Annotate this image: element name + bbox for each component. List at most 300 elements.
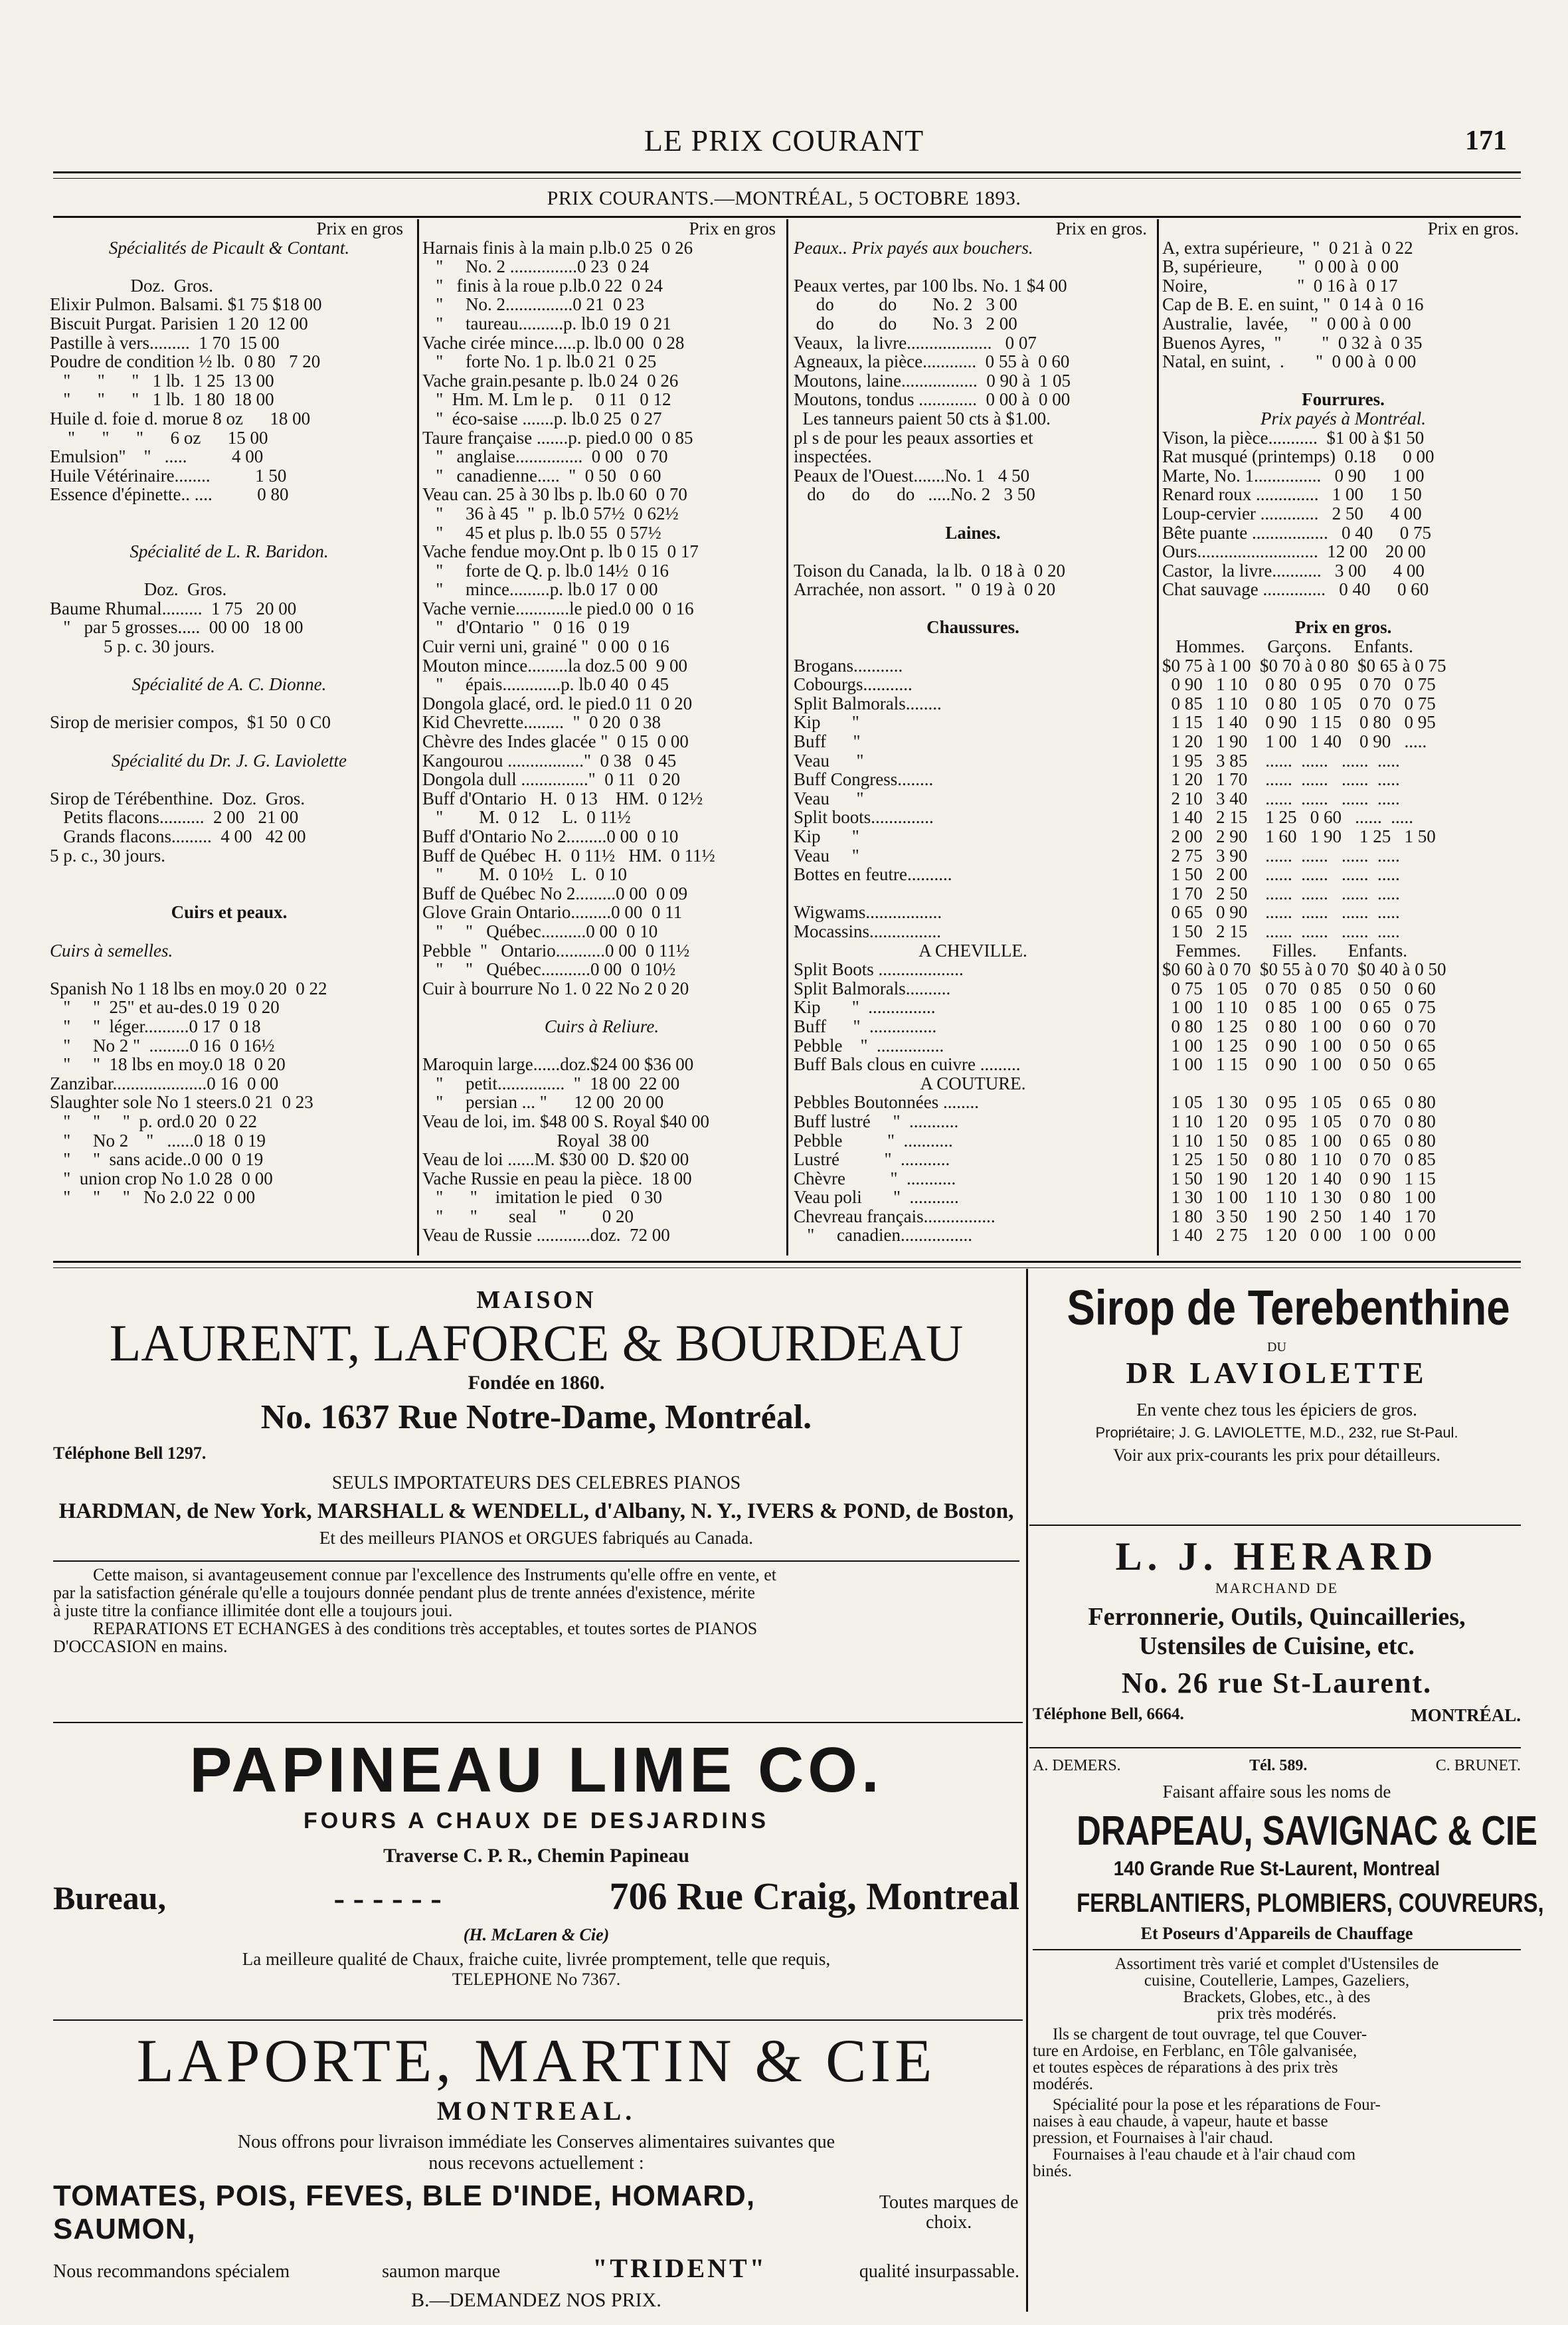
ad-sirop-du: DU	[1267, 1340, 1286, 1354]
price-line: " par 5 grosses..... 00 00 18 00	[50, 617, 304, 638]
price-line: Chaussures.	[926, 617, 1019, 638]
price-line: Castor, la livre........... 3 00 4 00	[1162, 560, 1425, 581]
price-line: " Hm. M. Lm le p. 0 11 0 12	[422, 389, 671, 410]
ad-drapeau-partners	[1033, 1757, 1521, 1775]
price-line: Kip " ...............	[794, 997, 936, 1018]
price-line: " " sans acide..0 00 0 19	[50, 1149, 264, 1170]
price-line: " finis à la roue p.lb.0 22 0 24	[422, 275, 663, 296]
ad-drapeau-line: Assortiment très varié et complet d'Ustensiles de	[1114, 1955, 1439, 1973]
ads-rule-thin	[53, 1267, 1521, 1268]
ad-sirop-title: Sirop de Terebenthine	[1067, 1280, 1510, 1335]
ad-drapeau-body	[1033, 1956, 1521, 2180]
price-line: 1 05 1 30 0 95 1 05 0 65 0 80	[1162, 1092, 1436, 1113]
price-line: Buff d'Ontario H. 0 13 HM. 0 12½	[422, 788, 703, 808]
price-line: Cuir à bourrure No 1. 0 22 No 2 0 20	[422, 978, 689, 998]
spacer	[50, 732, 408, 751]
price-line: Veau de loi, im. $48 00 S. Royal $40 00	[422, 1111, 709, 1131]
price-line: 2 10 3 40 ...... ...... ...... .....	[1162, 788, 1400, 808]
price-line: Loup-cervier ............. 2 50 4 00	[1162, 503, 1422, 523]
price-line: Spécialité du Dr. J. G. Laviolette	[112, 750, 347, 771]
price-line: " " Québec...........0 00 0 10½	[422, 959, 676, 980]
ad-herard-trade: MARCHAND DE	[1215, 1580, 1339, 1596]
ad-laporte-products-row	[53, 2180, 1019, 2246]
price-line: Poudre de condition ½ lb. 0 80 7 20	[50, 351, 321, 372]
ad-laporte-products: TOMATES, POIS, FEVES, BLE D'INDE, HOMARD, SAUMON,	[53, 2180, 756, 2245]
price-line: Spécialités de Picault & Contant.	[108, 237, 350, 258]
price-line: 1 10 1 50 0 85 1 00 0 65 0 80	[1162, 1130, 1436, 1151]
ad-laporte-recommend-row	[53, 2253, 1019, 2284]
price-line: " " " p. ord.0 20 0 22	[50, 1111, 258, 1131]
price-line: 1 10 1 20 0 95 1 05 0 70 0 80	[1162, 1111, 1436, 1131]
price-line: " 45 et plus p. lb.0 55 0 57½	[422, 522, 661, 543]
header-rule-thin	[53, 178, 1521, 179]
price-line: Grands flacons......... 4 00 42 00	[50, 826, 306, 846]
ad-laurent-address: No. 1637 Rue Notre-Dame, Montréal.	[260, 1398, 812, 1436]
ad-laporte-recommend-1: Nous recommandons spécialem	[53, 2261, 290, 2282]
ad-drapeau-line: Spécialité pour la pose et les réparations de Four-	[1053, 2096, 1381, 2114]
price-line: Doz. Gros.	[50, 579, 227, 600]
price-line: Pebble " ...........	[794, 1130, 953, 1151]
ad-herard-goods-1: Ferronnerie, Outils, Quincailleries,	[1088, 1603, 1466, 1631]
price-line: Huile d. foie d. morue 8 oz 18 00	[50, 408, 311, 428]
price-line: Chèvre des Indes glacée " 0 15 0 00	[422, 731, 689, 752]
price-line: Pebbles Boutonnées ........	[794, 1092, 979, 1113]
ad-separator	[1029, 1747, 1521, 1748]
price-line: Vache cirée mince.....p. lb.0 00 0 28	[422, 332, 685, 353]
price-line: do do No. 3 2 00	[794, 313, 1017, 333]
spacer	[1162, 599, 1524, 618]
price-line: Veau "	[794, 788, 864, 808]
ad-laporte-martin	[53, 2026, 1019, 2318]
ad-papineau-bureau: Bureau,	[53, 1879, 166, 1916]
spacer	[794, 884, 1152, 903]
price-line: " forte de Q. p. lb.0 14½ 0 16	[422, 560, 669, 581]
ad-separator	[53, 2019, 1023, 2021]
ad-laporte-recommend-3: qualité insurpassable.	[859, 2261, 1019, 2282]
spacer	[794, 637, 1152, 656]
ad-papineau-dashes: - - - - - -	[333, 1879, 442, 1916]
price-line: Cuirs à semelles.	[50, 940, 173, 961]
price-line: Moutons, tondus ............. 0 00 à 0 00	[794, 389, 1071, 410]
price-line: " No. 2...............0 21 0 23	[422, 294, 645, 315]
price-line: $0 60 à 0 70 $0 55 à 0 70 $0 40 à 0 50	[1162, 959, 1446, 980]
ad-maison: MAISON	[476, 1286, 596, 1314]
price-line: Veau de loi ......M. $30 00 D. $20 00	[422, 1149, 689, 1170]
ad-drapeau-savignac	[1033, 1757, 1544, 2318]
price-line: Buff " ...............	[794, 1016, 937, 1036]
ad-drapeau-line: Ils se chargent de tout ouvrage, tel que Couver-	[1053, 2025, 1367, 2043]
column-divider	[1157, 219, 1159, 1256]
price-line: Slaughter sole No 1 steers.0 21 0 23	[50, 1092, 313, 1113]
price-line: Arrachée, non assort. " 0 19 à 0 20	[794, 579, 1056, 600]
price-line: " canadien................	[794, 1225, 972, 1246]
price-column-4	[1162, 219, 1524, 1256]
column-heading: Prix en gros	[316, 219, 403, 238]
price-line: Kip "	[794, 826, 859, 846]
price-line: Veaux, la livre................... 0 07	[794, 332, 1037, 353]
ad-laurent-body-3: à juste titre la confiance illimitée dont elle a toujours joui.	[53, 1601, 453, 1620]
ad-laporte-prices: B.—DEMANDEZ NOS PRIX.	[411, 2289, 661, 2311]
price-line: Buff "	[794, 731, 861, 752]
price-line: Prix payés à Montréal.	[1261, 408, 1426, 428]
price-line: 1 80 3 50 1 90 2 50 1 40 1 70	[1162, 1206, 1436, 1226]
price-line: Kangourou ................." 0 38 0 45	[422, 750, 677, 771]
ad-separator	[53, 1722, 1023, 1723]
price-line: 1 50 2 00 ...... ...... ...... .....	[1162, 864, 1400, 885]
price-line: Spécialité de A. C. Dionne.	[131, 674, 327, 695]
price-line: Buenos Ayres, " " 0 32 à 0 35	[1162, 332, 1423, 353]
spacer	[794, 542, 1152, 561]
ad-drapeau-line: Brackets, Globes, etc., à des	[1183, 1988, 1371, 2006]
price-line: " " imitation le pied 0 30	[422, 1187, 663, 1208]
column-divider	[786, 219, 788, 1256]
price-line: pl s de pour les peaux assorties et	[794, 427, 1033, 448]
price-line: Wigwams.................	[794, 902, 942, 923]
ad-drapeau-partner-1: A. DEMERS.	[1033, 1757, 1121, 1774]
price-line: " " " 6 oz 15 00	[50, 427, 268, 448]
price-line: Harnais finis à la main p.lb.0 25 0 26	[422, 237, 693, 258]
price-line: Veau poli " ...........	[794, 1187, 959, 1208]
price-line: A COUTURE.	[920, 1073, 1026, 1093]
price-line: " épais.............p. lb.0 40 0 45	[422, 674, 669, 695]
price-line: 0 65 0 90 ...... ...... ...... .....	[1162, 902, 1400, 923]
price-line: Toison du Canada, la lb. 0 18 à 0 20	[794, 560, 1066, 581]
price-line: Taure française .......p. pied.0 00 0 85	[422, 427, 693, 448]
price-line: Mocassins................	[794, 921, 941, 941]
spacer	[50, 884, 408, 903]
ad-separator	[1033, 1949, 1521, 1950]
spacer	[50, 694, 408, 713]
price-line: Pebble " ...............	[794, 1035, 944, 1056]
price-line: Pastille à vers......... 1 70 15 00	[50, 332, 280, 353]
price-line: " No. 2 ...............0 23 0 24	[422, 256, 650, 277]
price-line: " canadienne..... " 0 50 0 60	[422, 465, 661, 486]
price-line: Veau de Russie ............doz. 72 00	[422, 1225, 670, 1246]
price-line: Kip "	[794, 712, 859, 733]
price-line: Split boots..............	[794, 807, 934, 828]
ad-herard-footer	[1033, 1705, 1521, 1726]
price-line: " No 2 " .........0 16 0 16½	[50, 1035, 275, 1056]
price-line: 0 90 1 10 0 80 0 95 0 70 0 75	[1162, 674, 1436, 695]
ad-drapeau-line: et toutes espèces de réparations à des prix très	[1033, 2059, 1338, 2077]
ad-drapeau-partner-2: C. BRUNET.	[1435, 1757, 1521, 1774]
price-line: " M. 0 12 L. 0 11½	[422, 807, 631, 828]
price-line: Bête puante ................. 0 40 0 75	[1162, 522, 1431, 543]
page-number: 171	[1465, 126, 1507, 156]
price-line: Emulsion" " ..... 4 00	[50, 446, 264, 467]
ad-herard-goods-2: Ustensiles de Cuisine, etc.	[1139, 1632, 1415, 1660]
price-line: 1 30 1 00 1 10 1 30 0 80 1 00	[1162, 1187, 1436, 1208]
ad-laurent-body-1: Cette maison, si avantageusement connue par l'excellence des Instruments qu'elle offre en vente, et	[93, 1565, 777, 1584]
price-line: Chevreau français................	[794, 1206, 996, 1226]
price-line: 1 95 3 85 ...... ...... ...... .....	[1162, 750, 1400, 771]
price-line: " taureau..........p. lb.0 19 0 21	[422, 313, 671, 333]
price-line: A CHEVILLE.	[918, 940, 1027, 961]
price-line: Vison, la pièce........... $1 00 à $1 50	[1162, 427, 1425, 448]
price-line: 2 75 3 90 ...... ...... ...... .....	[1162, 845, 1400, 866]
spacer	[794, 599, 1152, 618]
ad-laporte-offer-1: Nous offrons pour livraison immédiate les Conserves alimentaires suivantes que	[237, 2132, 835, 2152]
ad-drapeau-line: pression, et Fournaises à l'air chaud.	[1033, 2129, 1274, 2147]
column-heading: Prix en gros.	[1055, 219, 1147, 238]
price-line: Pebble " Ontario...........0 00 0 11½	[422, 940, 690, 961]
price-line: 2 00 2 90 1 60 1 90 1 25 1 50	[1162, 826, 1436, 846]
price-line: Marte, No. 1............... 0 90 1 00	[1162, 465, 1425, 486]
price-line: " " " 1 lb. 1 25 13 00	[50, 370, 274, 391]
spacer	[50, 523, 408, 543]
price-line: Petits flacons.......... 2 00 21 00	[50, 807, 299, 828]
price-line: Buff de Québec No 2.........0 00 0 09	[422, 883, 688, 903]
price-line: 0 80 1 25 0 80 1 00 0 60 0 70	[1162, 1016, 1436, 1036]
price-line: " " 18 lbs en moy.0 18 0 20	[50, 1054, 286, 1075]
ad-laporte-brand: "TRIDENT"	[592, 2253, 767, 2283]
price-line: B, supérieure, " 0 00 à 0 00	[1162, 256, 1399, 277]
column-heading: Prix en gros.	[1427, 219, 1519, 238]
price-line: Vache Russie en peau la pièce. 18 00	[422, 1168, 692, 1188]
price-list-heading: PRIX COURANTS.—MONTRÉAL, 5 OCTOBRE 1893.	[547, 187, 1021, 209]
spacer	[50, 504, 408, 523]
price-line: " petit............... " 18 00 22 00	[422, 1073, 680, 1093]
price-line: Split Boots ...................	[794, 959, 964, 980]
ad-laporte-recommend-2: saumon marque	[382, 2261, 501, 2282]
price-line: inspectées.	[794, 446, 872, 467]
ad-laporte-city: MONTREAL.	[436, 2096, 636, 2126]
ad-sirop-sale: En vente chez tous les épiciers de gros.	[1136, 1400, 1417, 1420]
price-line: 1 40 2 15 1 25 0 60 ...... .....	[1162, 807, 1413, 828]
price-line: Biscuit Purgat. Parisien 1 20 12 00	[50, 313, 308, 333]
ad-laurent-also: Et des meilleurs PIANOS et ORGUES fabriqués au Canada.	[319, 1528, 754, 1548]
ad-drapeau-business: Faisant affaire sous les noms de	[1162, 1782, 1391, 1802]
price-line: Dongola glacé, ord. le pied.0 11 0 20	[422, 693, 693, 713]
price-line: Glove Grain Ontario.........0 00 0 11	[422, 902, 683, 923]
ad-herard-name: L. J. HERARD	[1115, 1534, 1438, 1578]
price-line: Cuirs et peaux.	[171, 902, 288, 923]
ad-laurent-body-4: REPARATIONS ET ECHANGES à des conditions très acceptables, et toutes sortes de PIANOS	[93, 1619, 758, 1638]
ad-laurent-phone: Téléphone Bell 1297.	[53, 1443, 207, 1463]
price-line: Vache fendue moy.Ont p. lb 0 15 0 17	[422, 541, 699, 562]
price-line: " persian ... " 12 00 20 00	[422, 1092, 664, 1113]
ad-drapeau-line: binés.	[1033, 2162, 1073, 2180]
price-line: Elixir Pulmon. Balsami. $1 75 $18 00	[50, 294, 322, 315]
price-line: " éco-saise .......p. lb.0 25 0 27	[422, 408, 662, 428]
price-line: Natal, en suint, . " 0 00 à 0 00	[1162, 351, 1417, 372]
ad-laurent-importers: SEULS IMPORTATEURS DES CELEBRES PIANOS	[331, 1473, 741, 1493]
price-line: 0 85 1 10 0 80 1 05 0 70 0 75	[1162, 693, 1436, 713]
price-line: Doz. Gros.	[50, 275, 213, 296]
ad-sirop-terebenthine	[1033, 1279, 1521, 1525]
ad-separator	[53, 1560, 1019, 1562]
spacer	[794, 504, 1152, 523]
price-line: Hommes. Garçons. Enfants.	[1162, 636, 1413, 657]
price-line: 1 70 2 50 ...... ...... ...... .....	[1162, 883, 1400, 903]
ad-papineau-name: PAPINEAU LIME CO.	[189, 1734, 883, 1806]
ad-drapeau-line: prix très modérés.	[1217, 2005, 1337, 2023]
price-line: Mouton mince.........la doz.5 00 9 00	[422, 655, 687, 676]
price-line: " d'Ontario " 0 16 0 19	[422, 617, 630, 638]
price-line: Prix en gros.	[1294, 617, 1392, 638]
ad-laporte-name: LAPORTE, MARTIN & CIE	[136, 2027, 936, 2094]
price-line: 1 15 1 40 0 90 1 15 0 80 0 95	[1162, 712, 1436, 733]
price-line: Bottes en feutre..........	[794, 864, 952, 885]
price-line: Rat musqué (printemps) 0.18 0 00	[1162, 446, 1435, 467]
price-line: 1 00 1 15 0 90 1 00 0 50 0 65	[1162, 1054, 1436, 1075]
price-line: Veau "	[794, 845, 859, 866]
ad-drapeau-line: cuisine, Coutellerie, Lampes, Gazeliers,	[1144, 1972, 1410, 1990]
price-line: Brogans...........	[794, 655, 903, 676]
ad-laurent-body-2: par la satisfaction générale qu'elle a toujours donnée pendant plus de trente années d'existence, mérite	[53, 1583, 755, 1602]
price-line: 1 50 2 15 ...... ...... ...... .....	[1162, 921, 1400, 941]
price-line: 5 p. c., 30 jours.	[50, 845, 165, 866]
spacer	[50, 960, 408, 979]
ad-papineau-address: 706 Rue Craig, Montreal	[609, 1875, 1019, 1918]
price-line: 1 25 1 50 0 80 1 10 0 70 0 85	[1162, 1149, 1436, 1170]
price-line: Sirop de Térébenthine. Doz. Gros.	[50, 788, 305, 808]
header-rule	[53, 171, 1521, 173]
price-line: $0 75 à 1 00 $0 70 à 0 80 $0 65 à 0 75	[1162, 655, 1446, 676]
price-line: " mince.........p. lb.0 17 0 00	[422, 579, 658, 600]
ad-drapeau-line: ture en Ardoise, en Ferblanc, en Tôle galvanisée,	[1033, 2042, 1357, 2060]
price-line: Veau "	[794, 750, 864, 771]
spacer	[50, 770, 408, 789]
price-line: " " léger..........0 17 0 18	[50, 1016, 261, 1036]
price-line: " M. 0 10½ L. 0 10	[422, 864, 628, 885]
price-line: Femmes. Filles. Enfants.	[1162, 940, 1407, 961]
price-line: " " Québec..........0 00 0 10	[422, 921, 658, 941]
price-line: 1 00 1 10 0 85 1 00 0 65 0 75	[1162, 997, 1436, 1018]
price-column-1	[50, 219, 408, 1256]
price-line: do do do .....No. 2 3 50	[794, 484, 1035, 505]
price-line: Les tanneurs paient 50 cts à $1.00.	[794, 408, 1051, 428]
price-line: Fourrures.	[1302, 389, 1385, 410]
price-line: Ours........................... 12 00 20 00	[1162, 541, 1426, 562]
price-line: " " " No 2.0 22 0 00	[50, 1187, 256, 1208]
price-line: Chat sauvage .............. 0 40 0 60	[1162, 579, 1429, 600]
price-line: Huile Vétérinaire........ 1 50	[50, 465, 287, 486]
ads-rule	[53, 1261, 1521, 1263]
price-line: Agneaux, la pièce............ 0 55 à 0 60	[794, 351, 1070, 372]
ad-drapeau-posers: Et Poseurs d'Appareils de Chauffage	[1140, 1924, 1413, 1943]
price-line: 1 20 1 90 1 00 1 40 0 90 .....	[1162, 731, 1427, 752]
ad-laurent-brands: HARDMAN, de New York, MARSHALL & WENDELL, d'Albany, N. Y., IVERS & POND, de Boston,	[58, 1499, 1014, 1523]
column-heading: Prix en gros	[689, 219, 776, 238]
price-line: Peaux de l'Ouest.......No. 1 4 50	[794, 465, 1030, 486]
ad-laurent-name: LAURENT, LAFORCE & BOURDEAU	[109, 1314, 964, 1372]
ad-laurent-body-5: D'OCCASION en mains.	[53, 1637, 228, 1656]
price-line: Buff Bals clous en cuivre .........	[794, 1054, 1021, 1075]
ad-papineau-lime	[53, 1734, 1019, 2053]
ad-drapeau-trades: FERBLANTIERS, PLOMBIERS, COUVREURS,	[1077, 1889, 1544, 1918]
ad-papineau-address-row	[53, 1874, 1019, 1918]
price-line: A, extra supérieure, " 0 21 à 0 22	[1162, 237, 1413, 258]
price-line: Chèvre " ...........	[794, 1168, 956, 1188]
ad-drapeau-line: naises à eau chaude, à vapeur, haute et basse	[1033, 2112, 1328, 2130]
price-line: Spécialité de L. R. Baridon.	[130, 541, 329, 562]
price-line: Vache grain.pesante p. lb.0 24 0 26	[422, 370, 679, 391]
price-column-2	[422, 219, 781, 1256]
spacer	[1162, 1074, 1524, 1093]
price-column-3	[794, 219, 1152, 1256]
price-line: 5 p. c. 30 jours.	[50, 636, 215, 657]
price-line: Australie, lavée, " 0 00 à 0 00	[1162, 313, 1411, 333]
spacer	[50, 257, 408, 276]
price-line: 1 20 1 70 ...... ...... ...... .....	[1162, 769, 1400, 790]
ad-drapeau-tel: Tél. 589.	[1249, 1757, 1308, 1774]
ad-separator	[1029, 1525, 1521, 1526]
ad-sirop-owner: Propriétaire; J. G. LAVIOLETTE, M.D., 232, rue St-Paul.	[1095, 1424, 1458, 1441]
price-line: " " 25" et au-des.0 19 0 20	[50, 997, 280, 1018]
spacer	[422, 998, 781, 1017]
spacer	[50, 656, 408, 676]
ad-papineau-traverse: Traverse C. P. R., Chemin Papineau	[383, 1845, 689, 1867]
spacer	[50, 561, 408, 581]
ad-papineau-owner: (H. McLaren & Cie)	[463, 1925, 610, 1944]
price-line: Baume Rhumal......... 1 75 20 00	[50, 598, 297, 618]
ad-herard	[1033, 1533, 1521, 1752]
price-line: Cobourgs...........	[794, 674, 913, 695]
spacer	[1162, 371, 1524, 391]
price-line: Veau can. 25 à 30 lbs p. lb.0 60 0 70	[422, 484, 687, 505]
spacer	[50, 922, 408, 941]
ad-herard-phone: Téléphone Bell, 6664.	[1033, 1705, 1184, 1723]
price-line: Lustré " ...........	[794, 1149, 950, 1170]
price-line: Buff Congress........	[794, 769, 934, 790]
ad-drapeau-address: 140 Grande Rue St-Laurent, Montreal	[1113, 1857, 1440, 1880]
column-divider	[417, 219, 419, 1256]
ad-drapeau-line: Fournaises à l'eau chaude et à l'air chaud com	[1053, 2146, 1356, 2164]
ad-papineau-quality: La meilleure qualité de Chaux, fraiche cuite, livrée promptement, telle que requis,	[242, 1949, 831, 1969]
price-line: Split Balmorals..........	[794, 978, 951, 998]
page-title: LE PRIX COURANT	[644, 124, 924, 157]
price-line: Buff lustré " ...........	[794, 1111, 959, 1131]
price-line: Cuirs à Reliure.	[544, 1016, 659, 1036]
price-line: do do No. 2 3 00	[794, 294, 1017, 315]
price-line: Peaux.. Prix payés aux bouchers.	[794, 237, 1033, 258]
price-line: " 36 à 45 " p. lb.0 57½ 0 62½	[422, 503, 679, 523]
price-line: Moutons, laine................. 0 90 à 1 05	[794, 370, 1071, 391]
price-line: Buff de Québec H. 0 11½ HM. 0 11½	[422, 845, 715, 866]
price-line: Laines.	[945, 522, 1001, 543]
price-line: Zanzibar.....................0 16 0 00	[50, 1073, 279, 1093]
price-line: Noire, " 0 16 à 0 17	[1162, 275, 1398, 296]
ad-laporte-choice: Toutes marques de choix.	[879, 2192, 1019, 2233]
ad-sirop-doctor: DR LAVIOLETTE	[1126, 1356, 1428, 1390]
price-line: Kid Chevrette......... " 0 20 0 38	[422, 712, 661, 733]
ad-papineau-sub: FOURS A CHAUX DE DESJARDINS	[303, 1808, 770, 1833]
ad-drapeau-name: DRAPEAU, SAVIGNAC & CIE	[1077, 1808, 1538, 1854]
price-line: " " " 1 lb. 1 80 18 00	[50, 389, 274, 410]
subheader-rule	[53, 216, 1521, 218]
ad-herard-address: No. 26 rue St-Laurent.	[1121, 1667, 1433, 1699]
price-line: " forte No. 1 p. lb.0 21 0 25	[422, 351, 657, 372]
ad-laurent-founded: Fondée en 1860.	[468, 1372, 605, 1394]
price-line: 1 50 1 90 1 20 1 40 0 90 1 15	[1162, 1168, 1436, 1188]
price-line: Cap de B. E. en suint, " 0 14 à 0 16	[1162, 294, 1424, 315]
price-line: Cuir verni uni, grainé " 0 00 0 16	[422, 636, 669, 657]
ad-papineau-telephone: TELEPHONE No 7367.	[452, 1970, 621, 1989]
price-line: 1 00 1 25 0 90 1 00 0 50 0 65	[1162, 1035, 1436, 1056]
price-line: " " seal " 0 20	[422, 1206, 634, 1226]
price-line: Vache vernie............le pied.0 00 0 16	[422, 598, 694, 618]
price-line: Buff d'Ontario No 2.........0 00 0 10	[422, 826, 679, 846]
ad-laurent-laforce-bourdeau	[53, 1285, 1019, 1656]
spacer	[422, 1036, 781, 1056]
ad-sirop-see: Voir aux prix-courants les prix pour détailleurs.	[1113, 1445, 1440, 1465]
ads-divider	[1026, 1269, 1028, 2312]
spacer	[50, 865, 408, 884]
price-line: Renard roux .............. 1 00 1 50	[1162, 484, 1422, 505]
price-line: " union crop No 1.0 28 0 00	[50, 1168, 273, 1188]
price-line: Sirop de merisier compos, $1 50 0 C0	[50, 712, 331, 733]
